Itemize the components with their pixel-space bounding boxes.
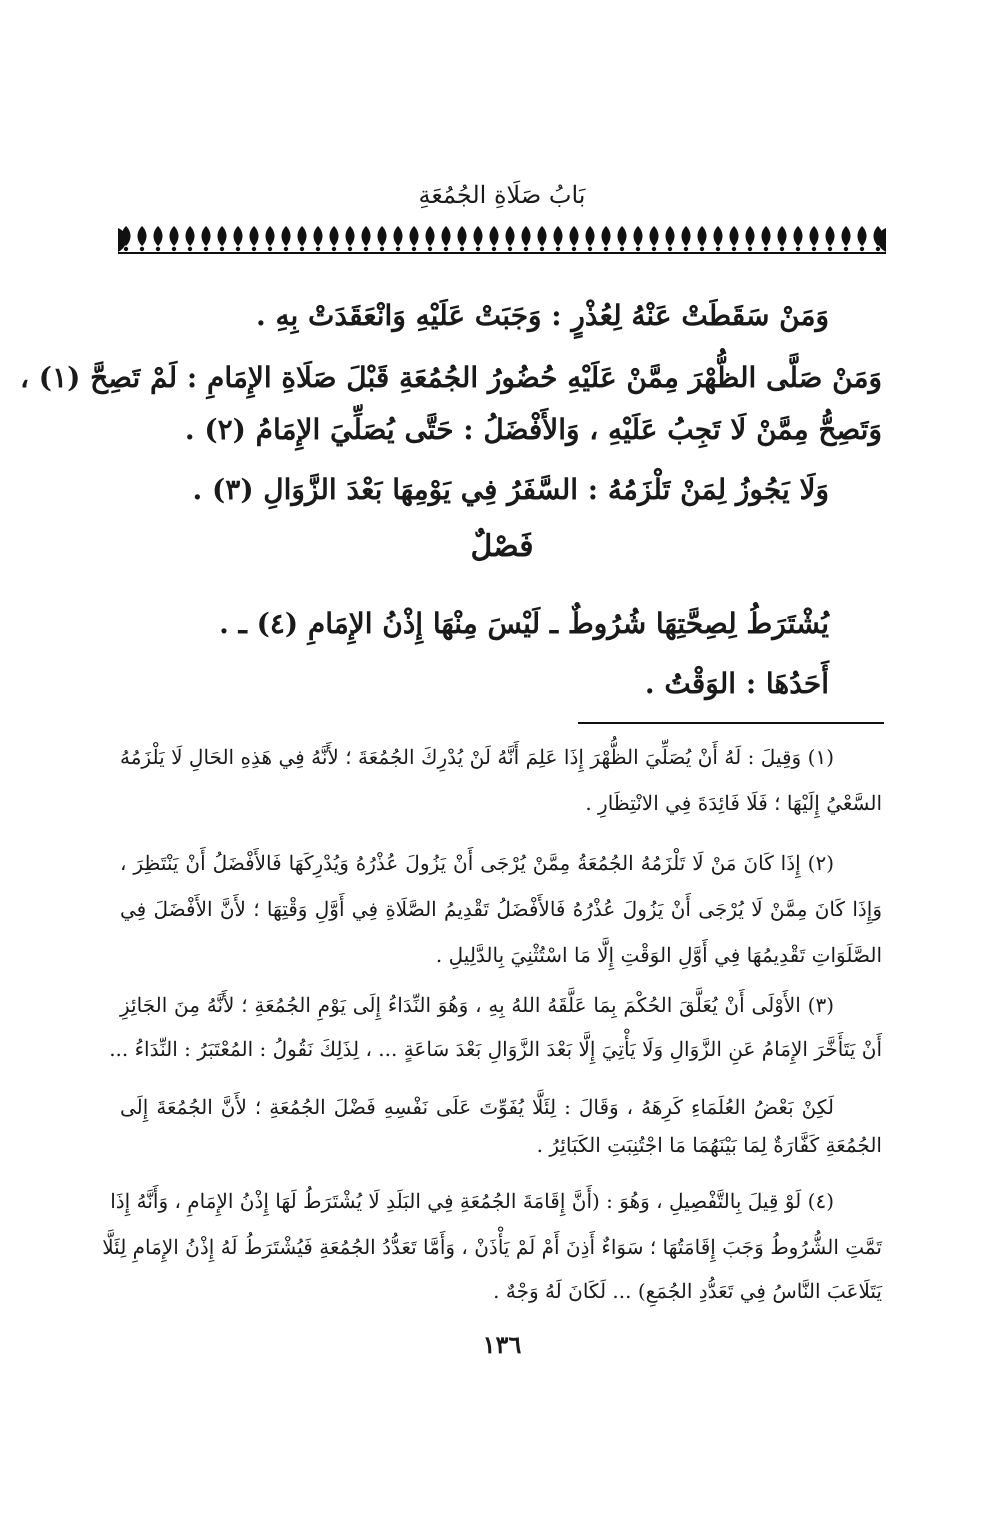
footnote-2-line-1: (٢) إِذَا كَانَ مَنْ لَا تَلْزَمُهُ الجُمُعَةُ مِمَّنْ يُرْجَى أَنْ يَزُولَ عُذْرُهُ وَيُدْرِكَهَا فَالأَفْضَلُ أَنْ يَنْتَظِرَ ، — [120, 851, 834, 875]
footnote-3-line-2: أَنْ يَتَأَخَّرَ الإِمَامُ عَنِ الزَّوَالِ وَلَا يَأْتِيَ إِلَّا بَعْدَ الزَّوَالِ بَعْدَ سَاعَةٍ ... ، لِذَلِكَ نَقُولُ : المُعْتَبَرُ : النِّدَاءُ ... — [109, 1037, 882, 1061]
main-text-line-3: وَتَصِحُّ مِمَّنْ لَا تَجِبُ عَلَيْهِ ، وَالأَفْضَلُ : حَتَّى يُصَلِّيَ الإِمَامُ (٢) . — [184, 413, 882, 446]
footnote-1-line-1: (١) وَقِيلَ : لَهُ أَنْ يُصَلِّيَ الظُّهْرَ إِذَا عَلِمَ أَنَّهُ لَنْ يُدْرِكَ الجُمُعَةَ ؛ لأَنَّهُ فِي هَذِهِ الحَالِ لَا يَلْزَمُهُ — [120, 745, 834, 769]
ornamental-divider — [118, 222, 886, 256]
main-text-line-2: وَمَنْ صَلَّى الظُّهْرَ مِمَّنْ عَلَيْهِ حُضُورُ الجُمُعَةِ قَبْلَ صَلَاةِ الإِمَامِ : لَمْ تَصِحَّ (١) ، — [20, 361, 882, 394]
footnote-4-line-1: (٤) لَوْ قِيلَ بِالتَّفْصِيلِ ، وَهُوَ : (أَنَّ إِقَامَةَ الجُمُعَةِ فِي البَلَدِ لَا يُشْتَرَطُ لَهَا إِذْنُ الإِمَامِ ، وَأَنَّهُ إِذَا — [110, 1189, 834, 1213]
footnote-3-line-3: لَكِنْ بَعْضُ العُلَمَاءِ كَرِهَهُ ، وَقَالَ : لِئَلَّا يُفَوِّتَ عَلَى نَفْسِهِ فَضْلَ الجُمُعَةِ ؛ لأَنَّ الجُمُعَةَ إِلَى — [120, 1095, 834, 1119]
footnote-4-line-3: يَتَلَاعَبَ النَّاسُ فِي تَعَدُّدِ الجُمَعِ) ... لَكَانَ لَهُ وَجْهٌ . — [493, 1279, 882, 1303]
main-text-line-4: وَلَا يَجُوزُ لِمَنْ تَلْزَمُهُ : السَّفَرُ فِي يَوْمِهَا بَعْدَ الزَّوَالِ (٣) . — [192, 473, 829, 506]
footnote-2-line-3: الصَّلَوَاتِ تَقْدِيمُهَا فِي أَوَّلِ الوَقْتِ إِلَّا مَا اسْتُثْنِيَ بِالدَّلِيلِ . — [435, 943, 882, 967]
footnote-3-line-4: الجُمُعَةِ كَفَّارَةٌ لِمَا بَيْنَهُمَا مَا اجْتُنِبَتِ الكَبَائِرُ . — [536, 1133, 882, 1157]
footnote-separator — [578, 722, 884, 724]
main-text-line-6: أَحَدُهَا : الوَقْتُ . — [644, 667, 829, 700]
footnote-2-line-2: وَإِذَا كَانَ مِمَّنْ لَا يُرْجَى أَنْ يَزُولَ عُذْرُهُ فَالأَفْضَلُ تَقْدِيمُ الصَّلَاةِ فِي أَوَّلِ وَقْتِهَا ؛ لأَنَّ الأَفْضَلَ فِي — [120, 897, 882, 921]
footnote-3-line-1: (٣) الأَوْلَى أَنْ يُعَلَّقَ الحُكْمَ بِمَا عَلَّقَهُ اللهُ بِهِ ، وَهُوَ النِّدَاءُ إِلَى يَوْمِ الجُمُعَةِ ؛ لأَنَّهُ مِنَ الجَائِزِ — [120, 993, 834, 1017]
main-text-line-1: وَمَنْ سَقَطَتْ عَنْهُ لِعُذْرٍ : وَجَبَتْ عَلَيْهِ وَانْعَقَدَتْ بِهِ . — [255, 299, 829, 332]
running-header-title: بَابُ صَلَاةِ الجُمُعَةِ — [418, 181, 586, 209]
footnote-4-line-2: تَمَّتِ الشُّرُوطُ وَجَبَ إِقَامَتُهَا ؛ سَوَاءٌ أَذِنَ أَمْ لَمْ يَأْذَنْ ، وَأَمَّا تَعَدُّدُ الجُمُعَةِ فَيُشْتَرَطُ لَهُ إِذْنُ الإِمَامِ لِئَلَّا — [102, 1235, 882, 1259]
section-heading: فَصْلٌ — [470, 529, 534, 564]
main-text-line-5: يُشْتَرَطُ لِصِحَّتِهَا شُرُوطٌ ـ لَيْسَ مِنْهَا إِذْنُ الإِمَامِ (٤) ـ . — [219, 607, 829, 640]
footnote-1-line-2: السَّعْيُ إِلَيْهَا ؛ فَلَا فَائِدَةَ فِي الانْتِظَارِ . — [585, 791, 882, 815]
page-number: ١٣٦ — [482, 1330, 522, 1359]
